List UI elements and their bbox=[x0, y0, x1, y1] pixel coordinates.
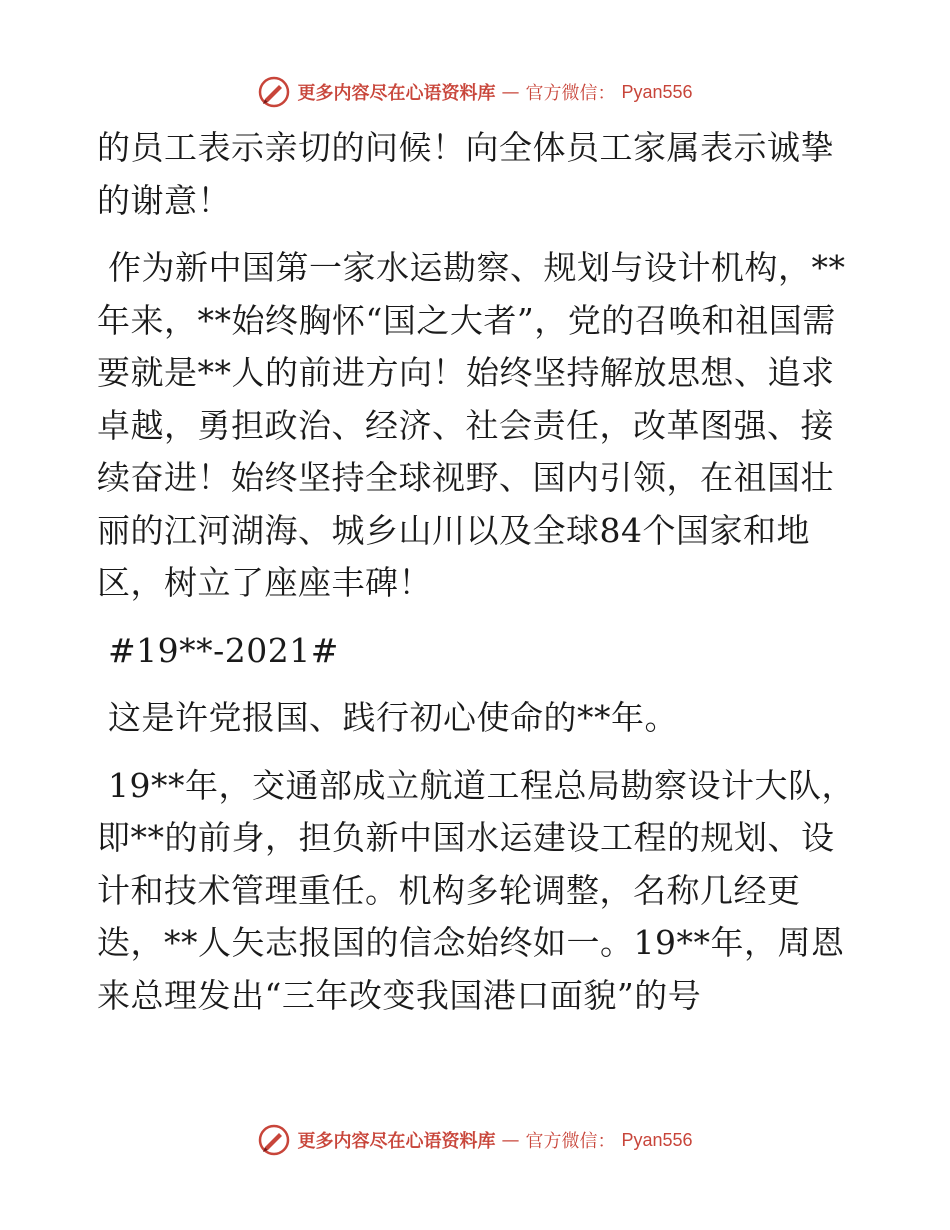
header-banner bbox=[0, 72, 950, 112]
paragraph-1: 的员工表示亲切的问候！向全体员工家属表示诚挚的谢意！ bbox=[97, 128, 834, 220]
banner-dash: — bbox=[501, 1129, 520, 1151]
paragraph-5: 19**年，交通部成立航道工程总局勘察设计大队，即**的前身，担负新中国水运建设工程的规划、设计和技术管理重任。机构多轮调整，名称几经更迭，**人矢志报国的信念始终如一。19**年，周恩来总理发出“三年改变我国港口面貌”的号 bbox=[97, 765, 855, 1015]
paragraph-4: 这是许党报国、践行初心使命的**年。 bbox=[97, 698, 678, 737]
footer-banner bbox=[0, 1120, 950, 1160]
banner-wechat-label: 官方微信： bbox=[525, 1131, 616, 1152]
paragraph-3: #19**-2021# bbox=[97, 630, 339, 670]
banner-wechat-id: Pyan556 bbox=[621, 1129, 693, 1150]
banner-wechat-label: 官方微信： bbox=[525, 83, 616, 104]
document-body bbox=[97, 122, 857, 1022]
banner-brand-text: 更多内容尽在心语资料库 bbox=[297, 83, 496, 104]
banner-dash: — bbox=[501, 81, 520, 103]
banner-brand-text: 更多内容尽在心语资料库 bbox=[297, 1131, 496, 1152]
banner-wechat-id: Pyan556 bbox=[621, 81, 693, 102]
pen-logo-icon bbox=[257, 1123, 291, 1157]
paragraph-2: 作为新中国第一家水运勘察、规划与设计机构，**年来，**始终胸怀“国之大者”，党的召唤和祖国需要就是**人的前进方向！始终坚持解放思想、追求卓越，勇担政治、经济、社会责任，改革图强、接续奋进！始终坚持全球视野、国内引领，在祖国壮丽的江河湖海、城乡山川以及全球84个国家和地区，树立了座座丰碑！ bbox=[97, 248, 846, 602]
pen-logo-icon bbox=[257, 75, 291, 109]
